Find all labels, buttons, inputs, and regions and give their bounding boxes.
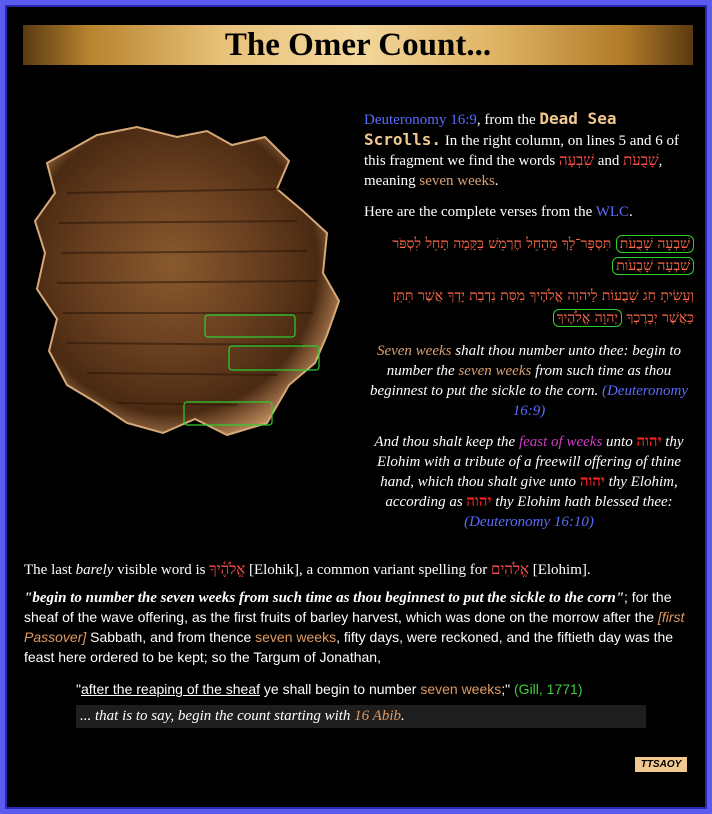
right-column (364, 109, 694, 543)
highlighted-hebrew: שִׁבְעָה שָׁבֻעֹת (616, 235, 694, 253)
divine-name: יהוה (466, 494, 492, 510)
hebrew-verse-9: שִׁבְעָה שָׁבֻעֹת תִּסְפָּר־לָךְ מֵהָחֵל חֶרְמֵשׁ בַּקָּמָה תָּחֵל לִסְפֹּר שִׁבְעָה שָׁבֻעֹות (364, 233, 694, 277)
verse-16-10: And thou shalt keep the feast of weeks unto יהוה thy Elohim with a tribute of a freewill offering of thine hand, which thou shalt give unto יהוה thy Elohim, according as יהוה thy Elohim hath blessed thee: (Deuteronomy 16:10) (374, 434, 684, 530)
variant-spelling-line: The last barely visible word is אֱלֹהֶ֫יךָ [Elohik], a common variant spelling for אֱלֹהִים [Elohim]. (24, 562, 591, 578)
ttsaoy-badge[interactable]: TTSAOY (635, 757, 687, 772)
targum-quote: "after the reaping of the sheaf ye shall begin to number seven weeks;" (Gill, 1771) (76, 681, 583, 697)
ref-link[interactable]: (Deuteronomy 16:9) (512, 383, 689, 419)
meaning-text: seven weeks (419, 173, 495, 189)
divine-name: יהוה (579, 474, 605, 490)
citation: (Gill, 1771) (514, 681, 583, 697)
wlc-link[interactable]: WLC (595, 204, 630, 220)
page-title: The Omer Count... (224, 27, 492, 63)
hebrew-word: שָׁבֻעֹת (623, 153, 659, 169)
count-start-line: ... that is to say, begin the count starting with 16 Abib. (76, 705, 646, 728)
highlighted-hebrew: יְהוָה אֱלֹהֶיךָ (553, 309, 622, 327)
wlc-line: Here are the complete verses from the WLC. (364, 204, 633, 220)
ref-link[interactable]: Deuteronomy 16:9 (364, 112, 477, 128)
ref-link[interactable]: (Deuteronomy 16:10) (464, 514, 594, 530)
dead-sea-scrolls-label: Dead Sea Scrolls. (364, 109, 617, 149)
hebrew-word: אֱלֹהִים (491, 562, 529, 578)
highlighted-hebrew: שִׁבְעָה שָׁבֻעֹות (612, 257, 694, 275)
bold-quote: "begin to number the seven weeks from such time as thou beginnest to put the sickle to the corn" (24, 590, 625, 606)
feast-of-weeks: feast of weeks (518, 434, 603, 450)
hebrew-verse-10: וְעָשִׂיתָ חַג שָׁבֻעוֹת לַיהוָה אֱלֹהֶיךָ מִסַּת נִדְבַת יָדְךָ אֲשֶׁר תִּתֵּן כַּאֲשֶׁר יְבָרֶכְךָ יְהוָה אֱלֹהֶיךָ (392, 288, 694, 326)
gill-commentary: "begin to number the seven weeks from such time as thou beginnest to put the sickle to the corn"; for the sheaf of the wave offering, as the first fruits of barley harvest, which was done on the morrow after the [first Passover] Sabbath, and from thence seven weeks, fifty days, were reckoned, and the fiftieth day was the feast here ordered to be kept; so the Targum of Jonathan, (24, 589, 685, 665)
title-banner (23, 25, 693, 65)
commentary (24, 561, 696, 728)
intro-paragraph: Deuteronomy 16:9, from the Dead Sea Scrolls. In the right column, on lines 5 and 6 of this fragment we find the words שִׁבְעָה and שָׁבֻעֹת, meaning seven weeks. (364, 109, 679, 189)
hebrew-word: שִׁבְעָה (558, 153, 594, 169)
hebrew-word: אֱלֹהֶ֫יךָ (209, 562, 246, 578)
dead-sea-scroll-image (27, 123, 345, 441)
divine-name: יהוה (636, 434, 662, 450)
verse-16-9: Seven weeks shalt thou number unto thee: begin to number the seven weeks from such time as thou beginnest to put the sickle to the corn. (Deuteronomy 16:9) (369, 343, 689, 419)
